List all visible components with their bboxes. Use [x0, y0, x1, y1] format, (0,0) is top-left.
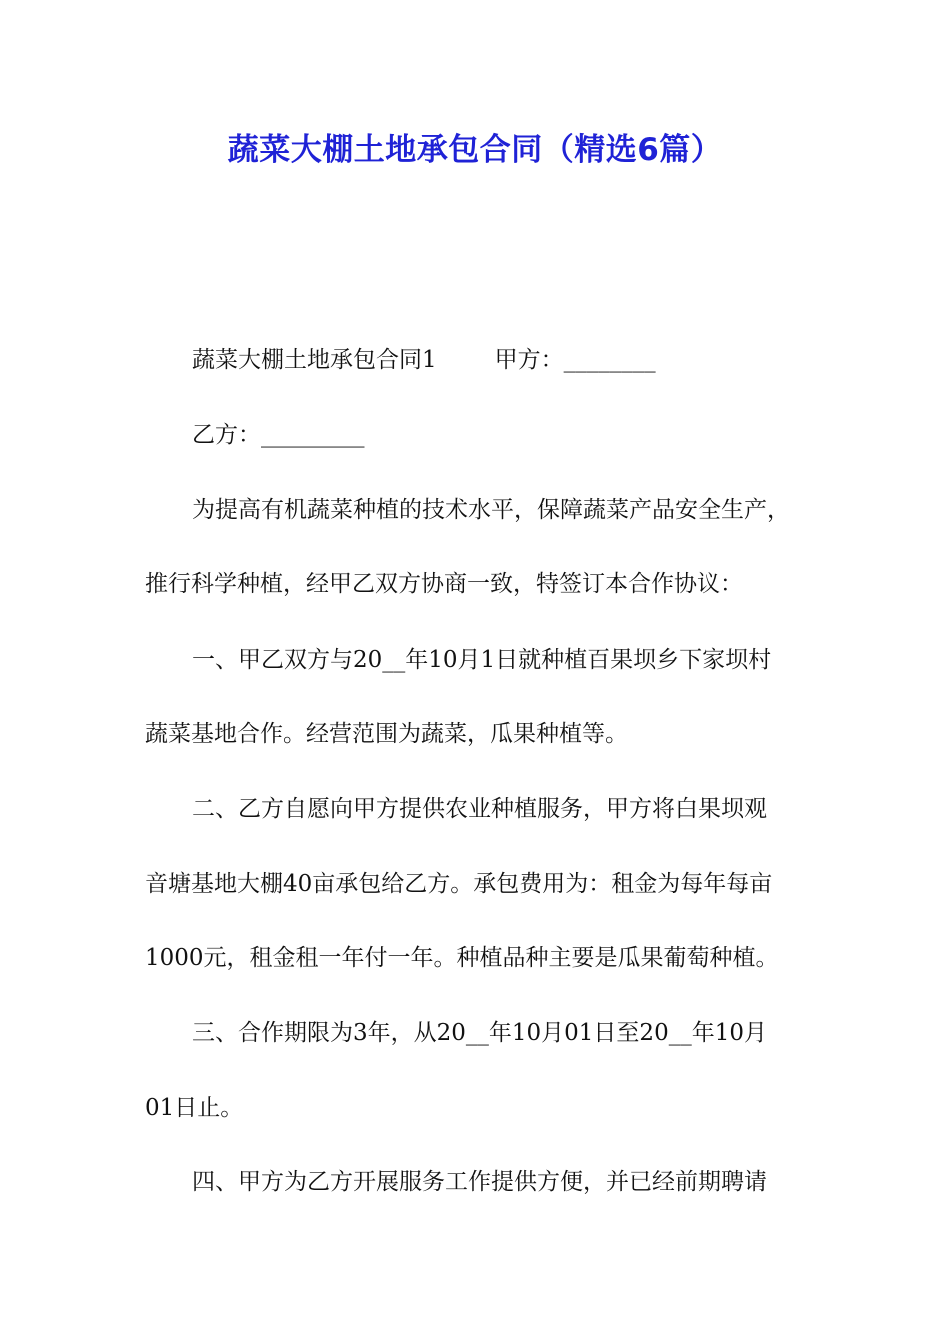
paragraph-line: 四、甲方为乙方开展服务工作提供方便，并已经前期聘请	[192, 1169, 767, 1195]
paragraph-line: 1000元，租金租一年付一年。种植品种主要是瓜果葡萄种植。	[145, 945, 779, 971]
paragraph-line: 二、乙方自愿向甲方提供农业种植服务，甲方将白果坝观	[192, 796, 767, 822]
paragraph-line: 01日止。	[145, 1095, 244, 1121]
paragraph-line: 蔬菜基地合作。经营范围为蔬菜，瓜果种植等。	[145, 721, 628, 747]
paragraph-line: 音塘基地大棚40亩承包给乙方。承包费用为：租金为每年每亩	[145, 871, 773, 897]
party-a-field: 甲方：________	[494, 347, 656, 373]
contract-name: 蔬菜大棚土地承包合同1	[192, 347, 437, 373]
paragraph-line: 一、甲乙双方与20__年10月1日就种植百果坝乡下家坝村	[192, 647, 772, 673]
contract-heading-line	[192, 345, 656, 375]
paragraph-line: 推行科学种植，经甲乙双方协商一致，特签订本合作协议：	[145, 571, 743, 597]
document-title: 蔬菜大棚土地承包合同（精选6篇）	[227, 132, 723, 168]
paragraph-line: 为提高有机蔬菜种植的技术水平，保障蔬菜产品安全生产，	[192, 497, 790, 523]
paragraph-line: 三、合作期限为3年，从20__年10月01日至20__年10月	[192, 1020, 767, 1046]
party-b-field: 乙方：_________	[192, 422, 365, 448]
